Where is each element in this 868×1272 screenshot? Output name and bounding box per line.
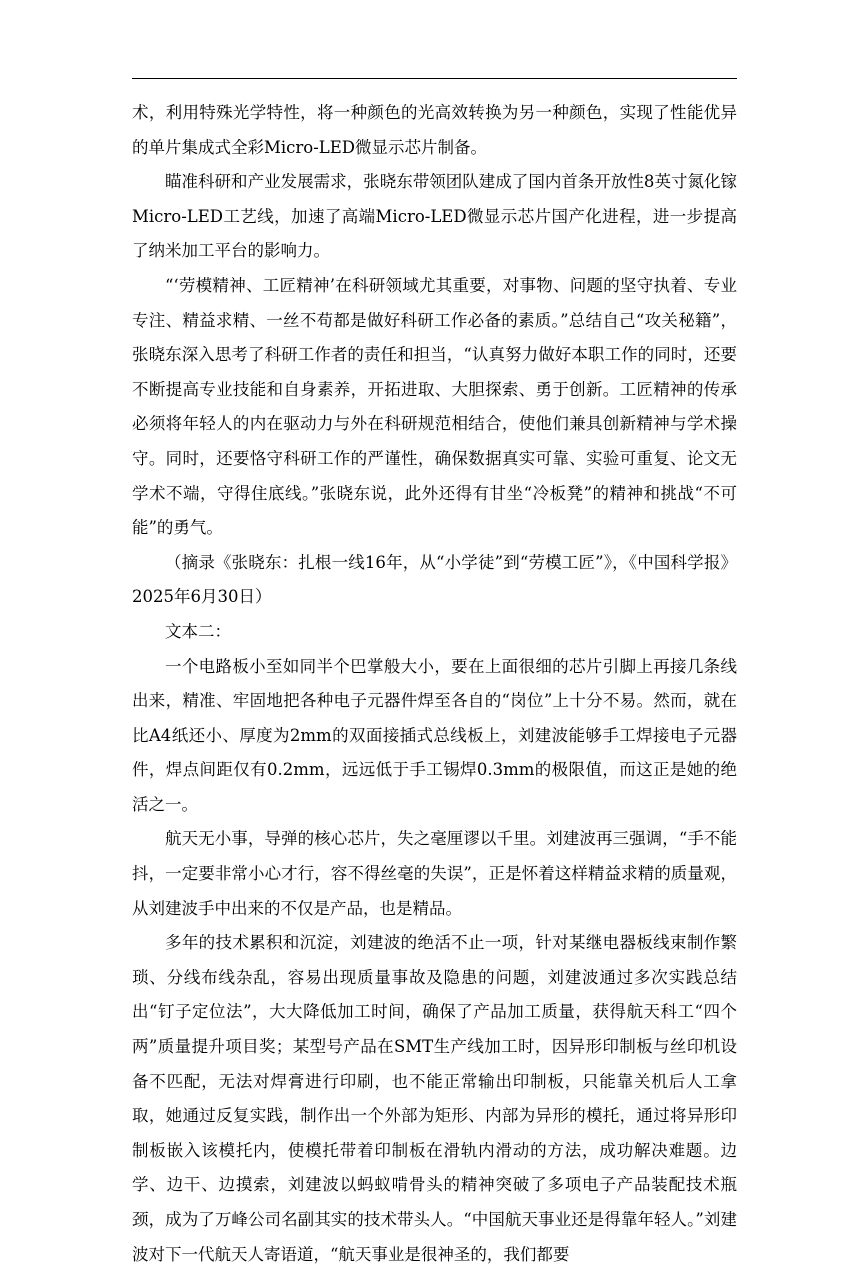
paragraph-aerospace: 航天无小事，导弹的核心芯片，失之毫厘谬以千里。刘建波再三强调，“手不能抖，一定要非常小心才行，容不得丝毫的失误”，正是怀着这样精益求精的质量观，从刘建波手中出来的不仅是产品，也是精品。 — [132, 829, 737, 918]
header-rule — [132, 78, 737, 79]
paragraph-production-line: 瞄准科研和产业发展需求，张晓东带领团队建成了国内首条开放性8英寸氮化镓Micro-LED工艺线，加速了高端Micro-LED微显示芯片国产化进程，进一步提高了纳米加工平台的影响力。 — [132, 172, 737, 261]
paragraph-craftsman-spirit: “‘劳模精神、工匠精神’在科研领域尤其重要，对事物、问题的坚守执着、专业专注、精益求精、一丝不苟都是做好科研工作必备的素质。”总结自己“攻关秘籍”，张晓东深入思考了科研工作者的责任和担当，“认真努力做好本职工作的同时，还要不断提高专业技能和自身素养，开拓进取、大胆探索、勇于创新。工匠精神的传承必须将年轻人的内在驱动力与外在科研规范相结合，使他们兼具创新精神与学术操守。同时，还要恪守科研工作的严谨性，确保数据真实可靠、实验可重复、论文无学术不端，守得住底线。”张晓东说，此外还得有甘坐“冷板凳”的精神和挑战“不可能”的勇气。 — [132, 275, 737, 538]
citation-text-one: （摘录《张晓东：扎根一线16年，从“小学徒”到“劳模工匠”》，《中国科学报》2025年6月30日） — [132, 552, 737, 607]
paragraph-continued: 术，利用特殊光学特性，将一种颜色的光高效转换为另一种颜色，实现了性能优异的单片集成式全彩Micro-LED微显示芯片制备。 — [132, 103, 737, 157]
paragraph-technical-skills: 多年的技术累积和沉淀，刘建波的绝活不止一项，针对某继电器板线束制作繁琐、分线布线杂乱，容易出现质量事故及隐患的问题，刘建波通过多次实践总结出“钉子定位法”，大大降低加工时间，确保了产品加工质量，获得航天科工“四个两”质量提升项目奖；某型号产品在SMT生产线加工时，因异形印制板与丝印机设备不匹配，无法对焊膏进行印刷，也不能正常输出印制板，只能靠关机后人工拿取，她通过反复实践，制作出一个外部为矩形、内部为异形的模托，通过将异形印制板嵌入该模托内，使模托带着印制板在滑轨内滑动的方法，成功解决难题。边学、边干、边摸索，刘建波以蚂蚁啃骨头的精神突破了多项电子产品装配技术瓶颈，成为了万峰公司名副其实的技术带头人。“中国航天事业还是得靠年轻人。”刘建波对下一代航天人寄语道，“航天事业是很神圣的，我们都要 — [132, 933, 737, 1264]
section-heading-text-two: 文本二： — [165, 621, 231, 641]
paragraph-circuit-board: 一个电路板小至如同半个巴掌般大小，要在上面很细的芯片引脚上再接几条线出来，精准、牢固地把各种电子元器件焊至各自的“岗位”上十分不易。然而，就在比A4纸还小、厚度为2mm的双面接插式总线板上，刘建波能够手工焊接电子元器件，焊点间距仅有0.2mm，远远低于手工锡焊0.3mm的极限值，而这正是她的绝活之一。 — [132, 656, 737, 814]
document-body — [132, 96, 737, 1272]
